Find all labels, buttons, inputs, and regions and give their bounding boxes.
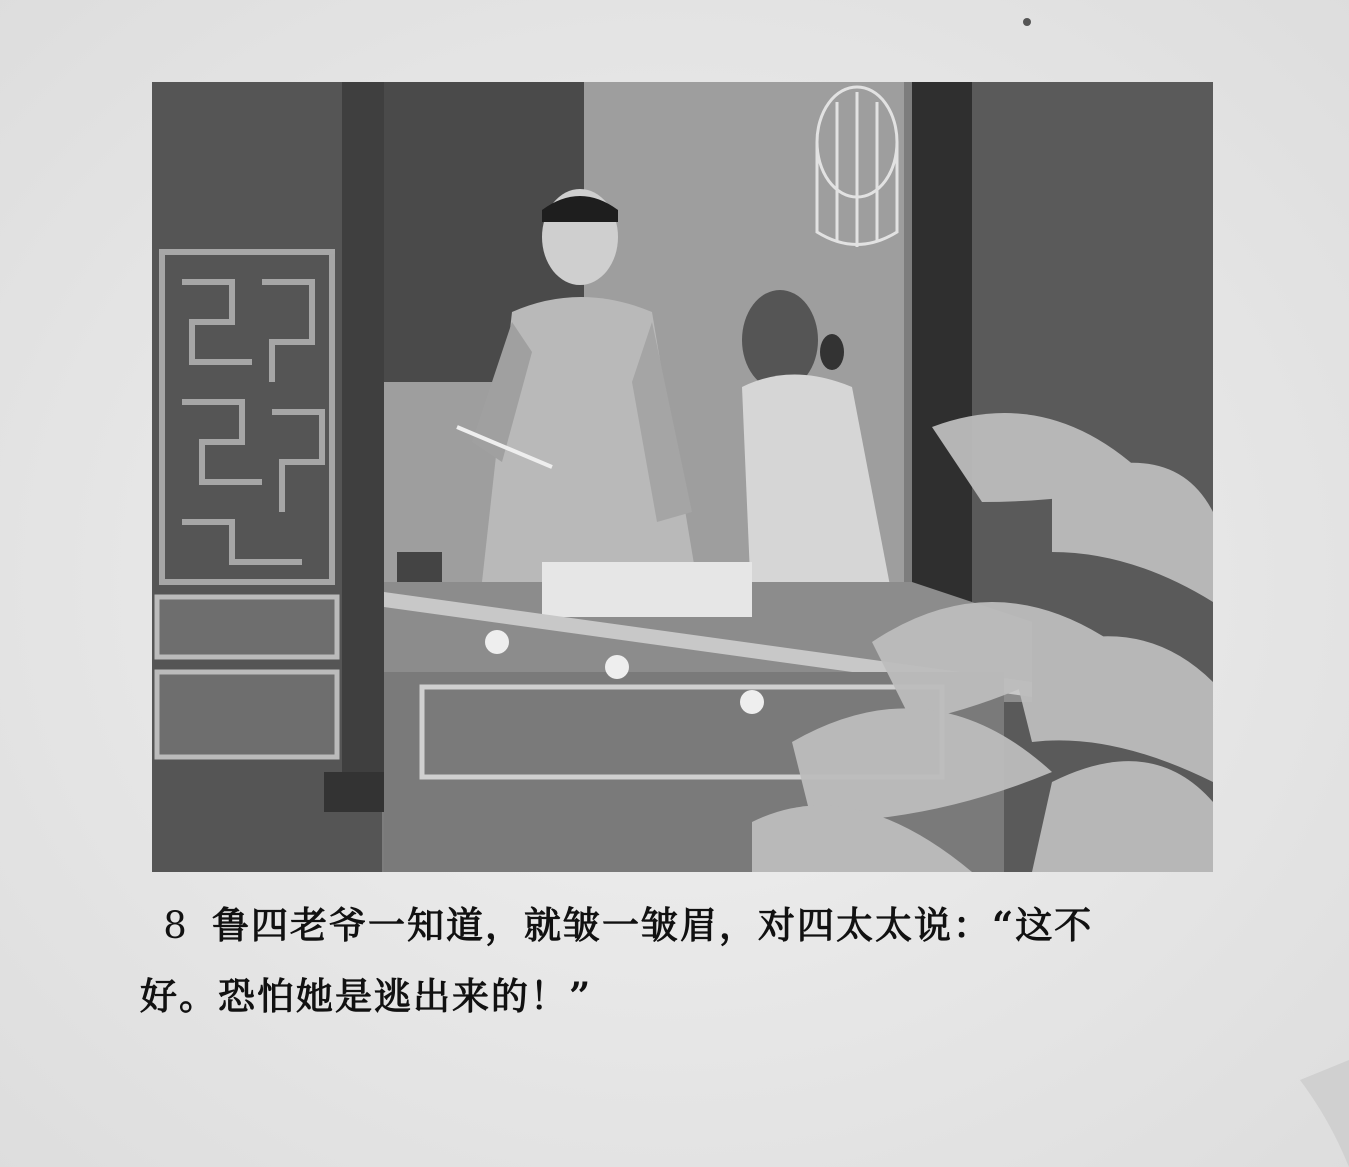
caption-text-2: 好。恐怕她是逃出来的！” xyxy=(140,974,593,1018)
caption-text-1: 鲁四老爷一知道，就皱一皱眉，对四太太说：“这不 xyxy=(212,903,1094,947)
panel-number: 8 xyxy=(163,904,189,947)
caption xyxy=(140,890,1210,1031)
story-illustration xyxy=(152,82,1213,872)
caption-line-1 xyxy=(140,890,1210,961)
caption-line-2 xyxy=(140,961,1210,1031)
